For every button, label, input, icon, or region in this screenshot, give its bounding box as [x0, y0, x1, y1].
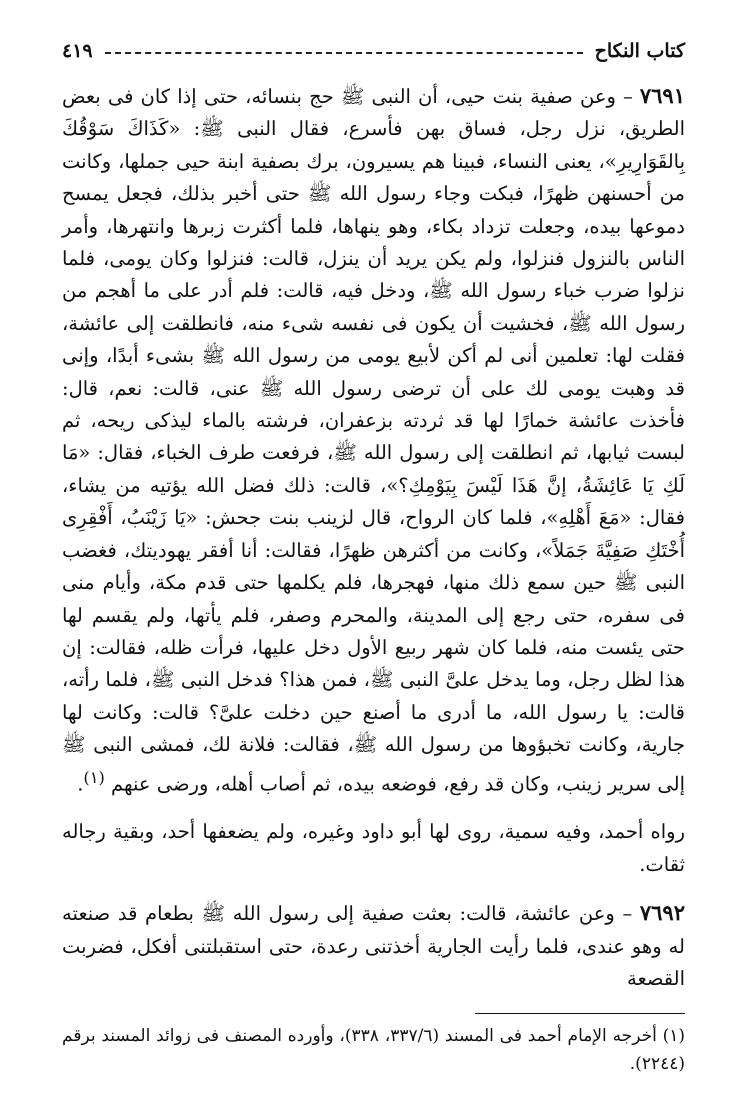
- hadith-end-punct: .: [77, 772, 84, 796]
- header-dashed-rule: [105, 52, 583, 54]
- hadith-text: – وعن صفية بنت حيى، أن النبى ﷺ حج بنسائه، حتى إذا كان فى بعض الطريق، نزل رجل، فساق بهن فأسرع، فقال النبى ﷺ: «كَذَاكَ سَوْقُكَ بِالقَوَارِيرِ»، يعنى النساء، فبينا هم يسيرون، برك بصفية ابنة حيى جملها، وكانت من أحسنهن ظهرًا، فبكت وجاء رسول الله ﷺ حتى أخبر بذلك، فجعل يمسح دموعها بيده، وجعلت تزداد بكاء، وهو ينهاها، فلما أكثرت زبرها وانتهرها، وأمر الناس بالنزول فنزلوا، ولم يكن يريد أن ينزل، قالت: فنزلوا وكان يومى، فلما نزلوا ضرب خباء رسول الله ﷺ، ودخل فيه، قالت: فلم أدر على ما أهجم من رسول الله ﷺ، فخشيت أن يكون فى نفسه شىء منه، فانطلقت إلى عائشة، فقلت لها: تعلمين أنى لم أكن لأبيع يومى من رسول الله ﷺ بشىء أبدًا، وإنى قد وهبت يومى لك على أن ترضى رسول الله ﷺ عنى، قالت: نعم، قال: فأخذت عائشة خمارًا لها قد ثردته بزعفران، فرشته بالماء ليذكى ريحه، ثم لبست ثيابها، ثم انطلقت إلى رسول الله ﷺ، فرفعت طرف الخباء، فقال: «مَا لَكِ يَا عَائِشَةُ، إنَّ هَذَا لَيْسَ بِيَوْمِكِ؟»، قالت: ذلك فضل الله يؤتيه من يشاء، فقال: «مَعَ أَهْلِهِ»، فلما كان الرواح، قال لزينب بنت جحش: «يَا زَيْنَبُ، أَفْقِرِى أُخْتَكِ صَفِيَّةَ جَمَلاً»، وكانت من أكثرهن ظهرًا، فقالت: أنا أفقر يهوديتك، فغضب النبى ﷺ حين سمع ذلك منها، فهجرها، فلم يكلمها حتى قدم مكة، وأيام منى فى سفره، حتى رجع إلى المدينة، والمحرم وصفر، فلم يأتها، ولم يقسم لها حتى يئست منه، فلما كان شهر ربيع الأول دخل عليها، فرأت ظله، فقالت: إن هذا لظل رجل، وما يدخل علىَّ النبى ﷺ، فمن هذا؟ فدخل النبى ﷺ، فلما رأته، قالت: يا رسول الله، ما أدرى ما أصنع حين دخلت علىَّ؟ قالت: وكانت لها جارية، وكانت تخبؤوها من رسول الله ﷺ، فقالت: فلانة لك، فمشى النبى ﷺ إلى سرير زينب، وكان قد رفع، فوضعه بيده، ثم أصاب أهله، ورضى عنهم: [62, 85, 685, 796]
- hadith-7692: [62, 897, 685, 995]
- hadith-7691: [62, 80, 685, 800]
- running-header: [62, 36, 685, 66]
- footnote: (١) أخرجه الإمام أحمد فى المسند (٣٣٧/٦، ٣٣٨)، وأورده المصنف فى زوائد المسند برقم (٢٢٤٤).: [62, 1026, 686, 1075]
- chapter-title: كتاب النكاح: [594, 40, 685, 62]
- page-number: ٤١٩: [62, 40, 93, 62]
- hadith-number: ٧٦٩١: [639, 83, 685, 108]
- main-text: [62, 80, 685, 995]
- hadith-number: ٧٦٩٢: [639, 900, 685, 926]
- narration-note: رواه أحمد، وفيه سمية، روى لها أبو داود وغيره، ولم يضعفها أحد، وبقية رجاله ثقات.: [62, 820, 685, 876]
- hadith-text: – وعن عائشة، قالت: بعثت صفية إلى رسول الله ﷺ بطعام قد صنعته له وهو عندى، فلما رأيت الجارية أخذتنى رعدة، حتى استقبلتنى أفكل، فضربت القصعة: [62, 902, 685, 991]
- footnote-reference: (١): [83, 767, 105, 787]
- footnote-divider: [475, 1013, 685, 1014]
